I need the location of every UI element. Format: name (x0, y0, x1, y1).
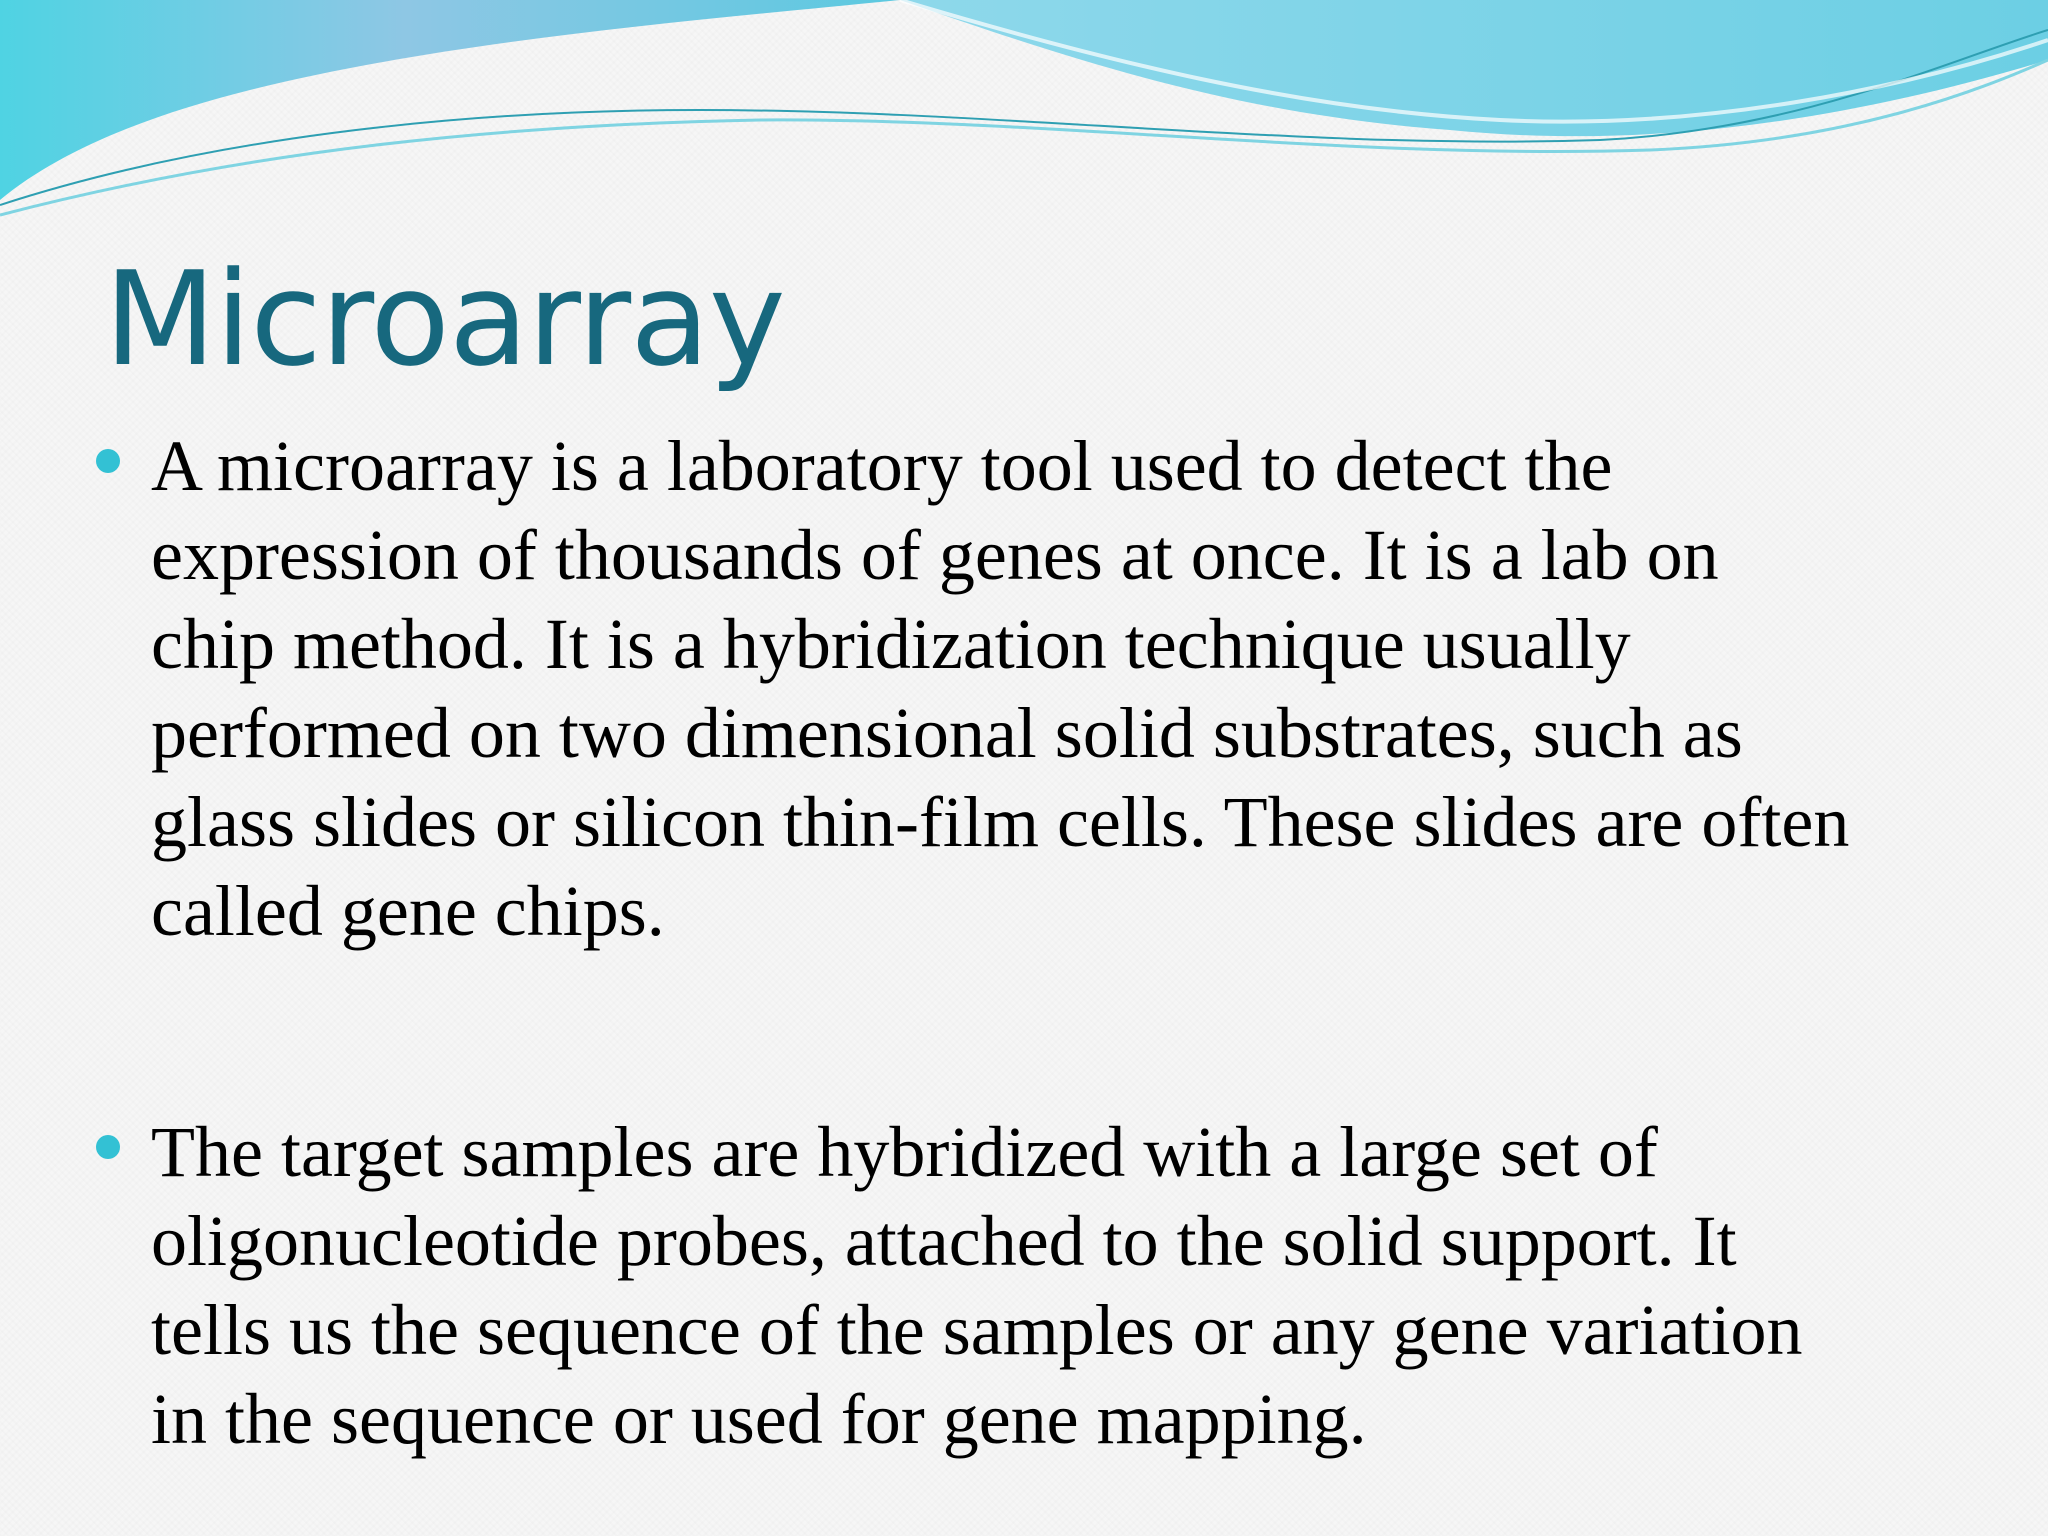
bullet-line: glass slides or silicon thin-film cells. These slides are often (151, 782, 1850, 862)
bullet-line: oligonucleotide probes, attached to the solid support. It (151, 1201, 1737, 1281)
bullet-item (96, 422, 2016, 956)
bullet-line: chip method. It is a hybridization technique usually (151, 604, 1631, 684)
bullet-item (96, 1108, 2016, 1464)
slide-content (96, 422, 2016, 1464)
bullet-line: A microarray is a laboratory tool used to detect the (151, 426, 1613, 506)
bullet-line: The target samples are hybridized with a large set of (151, 1112, 1658, 1192)
slide-title: Microarray (104, 243, 785, 395)
bullet-line: in the sequence or used for gene mapping. (151, 1379, 1367, 1459)
bullet-line: called gene chips. (151, 871, 665, 951)
bullet-dot-icon (96, 1135, 120, 1159)
bullet-line: expression of thousands of genes at once. It is a lab on (151, 515, 1719, 595)
bullet-line: tells us the sequence of the samples or any gene variation (151, 1290, 1803, 1370)
bullet-line: performed on two dimensional solid substrates, such as (151, 693, 1743, 773)
bullet-dot-icon (96, 449, 120, 473)
header-wave-decoration (0, 0, 2048, 240)
